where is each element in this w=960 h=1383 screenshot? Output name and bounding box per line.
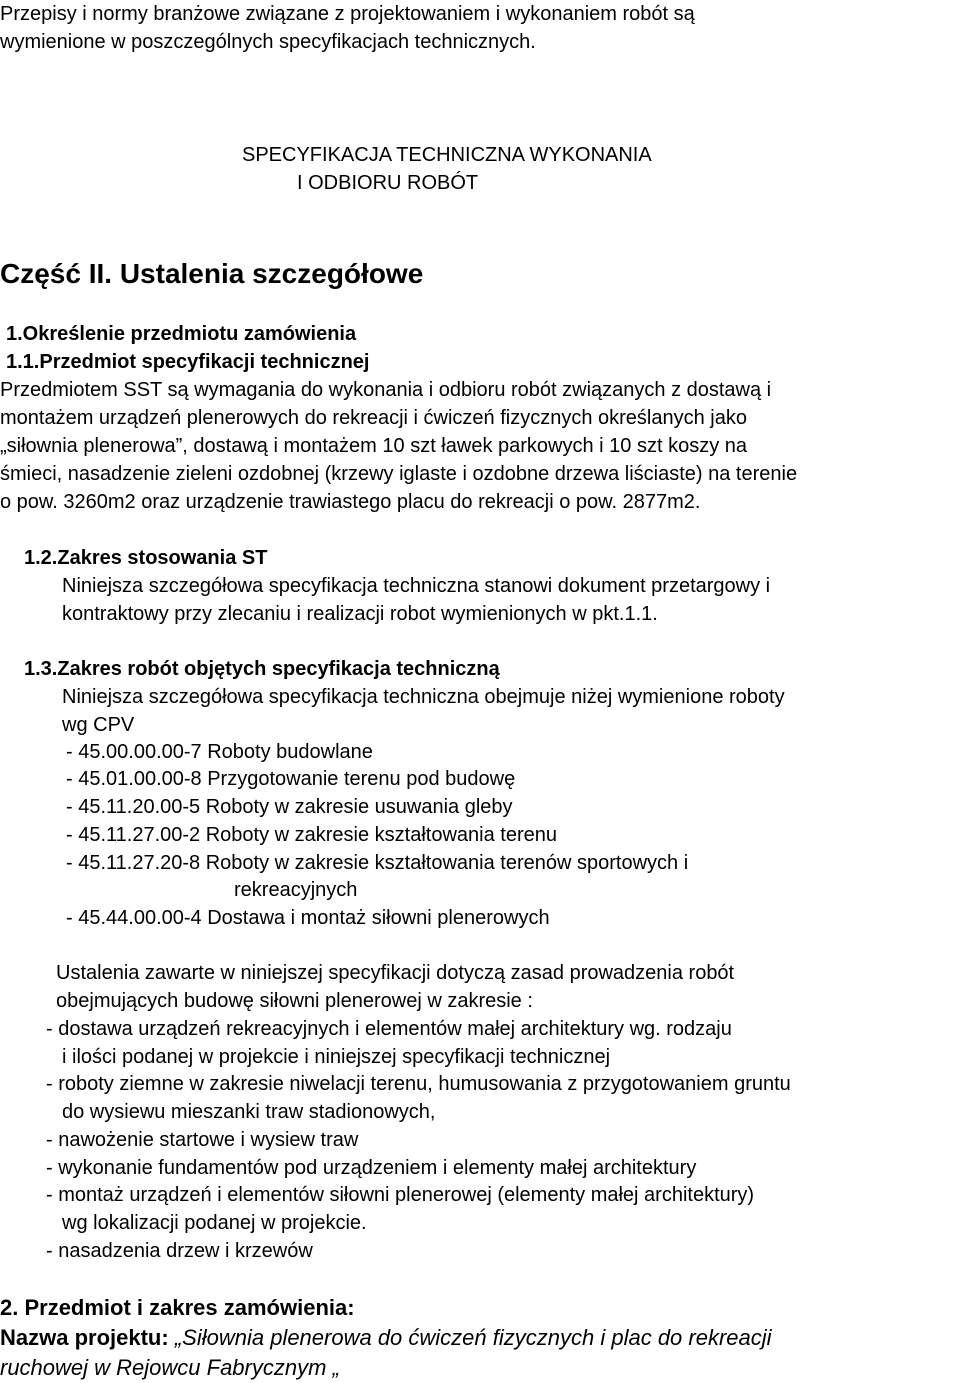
cpv-item: - 45.00.00.00-7 Roboty budowlane (66, 741, 373, 763)
cpv-item: - 45.01.00.00-8 Przygotowanie terenu pod budowę (66, 768, 516, 790)
section-1-3-heading: 1.3.Zakres robót objętych specyfikacja techniczną (24, 658, 500, 680)
arrangements-intro-line: obejmujących budowę siłowni plenerowej w zakresie : (56, 990, 533, 1012)
cpv-item: - 45.44.00.00-4 Dostawa i montaż siłowni plenerowych (66, 907, 550, 929)
cpv-item: - 45.11.27.00-2 Roboty w zakresie kształtowania terenu (66, 824, 558, 846)
section-1-1-line: o pow. 3260m2 oraz urządzenie trawiastego placu do rekreacji o pow. 2877m2. (0, 491, 701, 513)
project-name-row (0, 1324, 772, 1352)
arrangements-item: - wykonanie fundamentów pod urządzeniem i elementy małej architektury (46, 1157, 697, 1179)
arrangements-item: - roboty ziemne w zakresie niwelacji terenu, humusowania z przygotowaniem gruntu (46, 1073, 791, 1095)
section-1-3-line: Niniejsza szczegółowa specyfikacja techniczna obejmuje niżej wymienione roboty (62, 686, 785, 708)
section-1-1-line: śmieci, nasadzenie zieleni ozdobnej (krzewy iglaste i ozdobne drzewa liściaste) na terenie (0, 463, 798, 485)
project-name: „Siłownia plenerowa do ćwiczeń fizycznych i plac do rekreacji (174, 1325, 772, 1350)
arrangements-item: - dostawa urządzeń rekreacyjnych i elementów małej architektury wg. rodzaju (46, 1018, 732, 1040)
cpv-item-continuation: rekreacyjnych (234, 879, 358, 901)
arrangements-intro-line: Ustalenia zawarte w niniejszej specyfikacji dotyczą zasad prowadzenia robót (56, 962, 735, 984)
section-1-1-line: montażem urządzeń plenerowych do rekreacji i ćwiczeń fizycznych określanych jako (0, 407, 747, 429)
arrangements-item-continuation: i ilości podanej w projekcie i niniejszej specyfikacji technicznej (62, 1046, 611, 1068)
arrangements-item: - nasadzenia drzew i krzewów (46, 1240, 313, 1262)
cpv-item: - 45.11.27.20-8 Roboty w zakresie kształtowania terenów sportowych i (66, 852, 689, 874)
section-1-2-line: kontraktowy przy zlecaniu i realizacji robot wymienionych w pkt.1.1. (62, 603, 658, 625)
part-heading: Część II. Ustalenia szczegółowe (0, 258, 424, 289)
cpv-item: - 45.11.20.00-5 Roboty w zakresie usuwania gleby (66, 796, 513, 818)
intro-line-1: Przepisy i normy branżowe związane z projektowaniem i wykonaniem robót są (0, 3, 695, 25)
project-label: Nazwa projektu: (0, 1325, 169, 1350)
section-1-2-line: Niniejsza szczegółowa specyfikacja techniczna stanowi dokument przetargowy i (62, 575, 771, 597)
arrangements-item: - montaż urządzeń i elementów siłowni plenerowej (elementy małej architektury) (46, 1184, 755, 1206)
arrangements-item-continuation: do wysiewu mieszanki traw stadionowych, (62, 1101, 436, 1123)
section-1-3-line: wg CPV (62, 714, 135, 736)
section-1-heading: 1.Określenie przedmiotu zamówienia (6, 323, 357, 345)
arrangements-item-continuation: wg lokalizacji podanej w projekcie. (62, 1212, 367, 1234)
section-2-heading: 2. Przedmiot i zakres zamówienia: (0, 1295, 355, 1320)
section-1-1-line: Przedmiotem SST są wymagania do wykonania i odbioru robót związanych z dostawą i (0, 379, 772, 401)
project-name-continuation: ruchowej w Rejowcu Fabrycznym „ (0, 1355, 340, 1380)
section-1-1-heading: 1.1.Przedmiot specyfikacji technicznej (6, 351, 370, 373)
spec-title-line-2: I ODBIORU ROBÓT (297, 172, 479, 194)
arrangements-item: - nawożenie startowe i wysiew traw (46, 1129, 359, 1151)
section-1-2-heading: 1.2.Zakres stosowania ST (24, 547, 268, 569)
spec-title-line-1: SPECYFIKACJA TECHNICZNA WYKONANIA (242, 144, 652, 166)
section-1-1-line: „siłownia plenerowa”, dostawą i montażem 10 szt ławek parkowych i 10 szt koszy na (0, 435, 747, 457)
intro-line-2: wymienione w poszczególnych specyfikacjach technicznych. (0, 31, 536, 53)
